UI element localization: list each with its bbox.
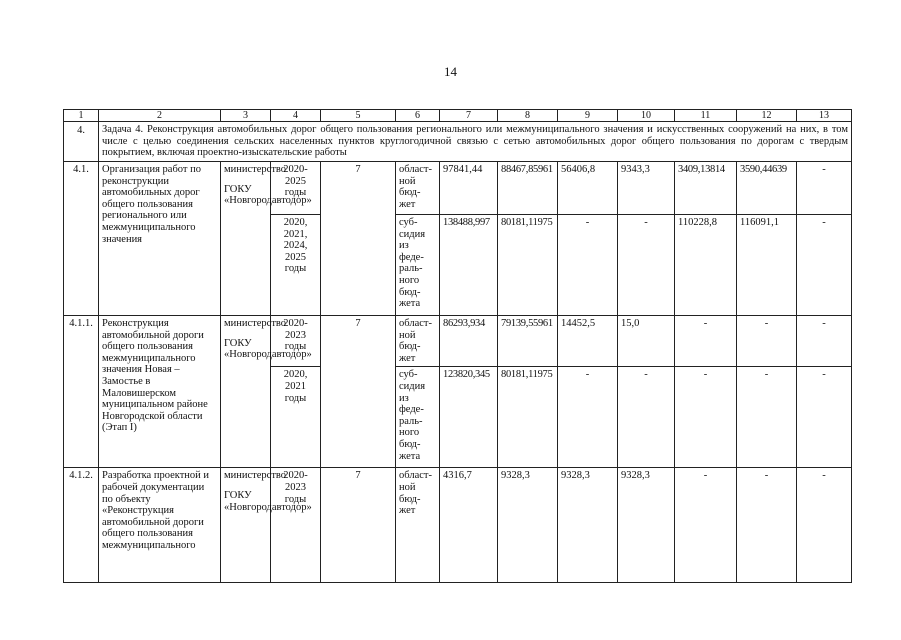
funding-source: област- ной бюд- жет <box>396 468 440 583</box>
column-header: 3 <box>221 110 271 122</box>
column-header: 11 <box>675 110 737 122</box>
value-cell: 4316,7 <box>440 468 498 583</box>
value-cell: 56406,8 <box>558 162 618 215</box>
value-cell: 9328,3 <box>498 468 558 583</box>
value-cell: - <box>797 316 852 367</box>
column-header: 6 <box>396 110 440 122</box>
funding-source: суб- сидия из феде- раль- ного бюд- жета <box>396 215 440 316</box>
value-cell: - <box>675 367 737 468</box>
value-cell: - <box>797 468 852 583</box>
value-cell: - <box>675 468 737 583</box>
value-cell: - <box>737 367 797 468</box>
value-cell: 9343,3 <box>618 162 675 215</box>
value-cell: 79139,55961 <box>498 316 558 367</box>
value-cell: 3409,13814 <box>675 162 737 215</box>
value-cell: - <box>797 162 852 215</box>
value-cell: - <box>618 215 675 316</box>
column-header: 2 <box>99 110 221 122</box>
program-table <box>63 109 852 583</box>
executor-agency: ГОКУ «Новгородавтодор» <box>224 337 312 361</box>
executor-ministry: министерство <box>224 318 287 329</box>
value-cell: 123820,345 <box>440 367 498 468</box>
value-cell: 97841,44 <box>440 162 498 215</box>
value-cell: 9328,3 <box>618 468 675 583</box>
period-cell: 2020, 2021 годы <box>271 367 321 468</box>
column-header: 8 <box>498 110 558 122</box>
value-cell: - <box>737 316 797 367</box>
value-cell: - <box>675 316 737 367</box>
column-header: 12 <box>737 110 797 122</box>
value-cell: - <box>737 468 797 583</box>
period-cell: 2020- 2023 годы <box>271 316 321 367</box>
executor-ministry: министерство <box>224 470 287 482</box>
value-cell: - <box>558 367 618 468</box>
row-number: 4.1.1. <box>64 316 99 468</box>
measure-name: Организация работ по реконструкции автомобильных дорог общего пользования регионального или межмуниципального значения <box>99 162 221 316</box>
value-cell: - <box>558 215 618 316</box>
value-cell: 116091,1 <box>737 215 797 316</box>
value-cell: 14452,5 <box>558 316 618 367</box>
indicator-number: 7 <box>321 468 396 583</box>
column-header: 13 <box>797 110 852 122</box>
column-header: 1 <box>64 110 99 122</box>
measure-name: Реконструкция автомобильной дороги общего пользования межмуниципального значения Новая – Замостье в Маловишерском муниципальном районе Новгородской области (Этап I) <box>99 316 221 468</box>
task-row <box>64 122 852 162</box>
row-number: 4.1. <box>64 162 99 316</box>
value-cell: 80181,11975 <box>498 215 558 316</box>
executor-agency: ГОКУ «Новгородавтодор» <box>224 183 312 207</box>
period-cell: 2020, 2021, 2024, 2025 годы <box>271 215 321 316</box>
period-cell: 2020- 2025 годы <box>271 162 321 215</box>
page-number: 14 <box>444 64 457 79</box>
table-row <box>64 162 852 215</box>
value-cell: 110228,8 <box>675 215 737 316</box>
executor-agency: ГОКУ «Новгородавтодор» <box>224 489 312 513</box>
indicator-number: 7 <box>321 316 396 468</box>
column-header: 4 <box>271 110 321 122</box>
task-number: 4. <box>64 122 99 162</box>
value-cell: - <box>618 367 675 468</box>
value-cell: - <box>797 367 852 468</box>
table-row <box>64 468 852 583</box>
column-header: 5 <box>321 110 396 122</box>
funding-source: суб- сидия из феде- раль- ного бюд- жета <box>396 367 440 468</box>
value-cell: 15,0 <box>618 316 675 367</box>
measure-name: Разработка проектной и рабочей документации по объекту «Реконструкция автомобильной дороги общего пользования межмуниципального <box>99 468 221 583</box>
indicator-number: 7 <box>321 162 396 316</box>
funding-source: област- ной бюд- жет <box>396 316 440 367</box>
column-number-row <box>64 110 852 122</box>
value-cell: 9328,3 <box>558 468 618 583</box>
value-cell: 86293,934 <box>440 316 498 367</box>
value-cell: 80181,11975 <box>498 367 558 468</box>
value-cell: 3590,44639 <box>737 162 797 215</box>
column-header: 9 <box>558 110 618 122</box>
executor-ministry: министерство <box>224 164 287 175</box>
value-cell: 88467,85961 <box>498 162 558 215</box>
column-header: 7 <box>440 110 498 122</box>
value-cell: - <box>797 215 852 316</box>
value-cell: 138488,997 <box>440 215 498 316</box>
funding-source: област- ной бюд- жет <box>396 162 440 215</box>
row-number: 4.1.2. <box>64 468 99 583</box>
table-row <box>64 316 852 367</box>
task-text: Задача 4. Реконструкция автомобильных дорог общего пользования регионального или межмуниципального значения и искусственных сооружений на них, в том числе с целью соединения сельских населенных пунктов круглогодичной связью с сетью автомобильных дорог общего пользования по дорогам с твердым покрытием, включая проектно-изыскательские работы <box>99 122 852 162</box>
period-cell: 2020- 2023 годы <box>271 468 321 583</box>
column-header: 10 <box>618 110 675 122</box>
